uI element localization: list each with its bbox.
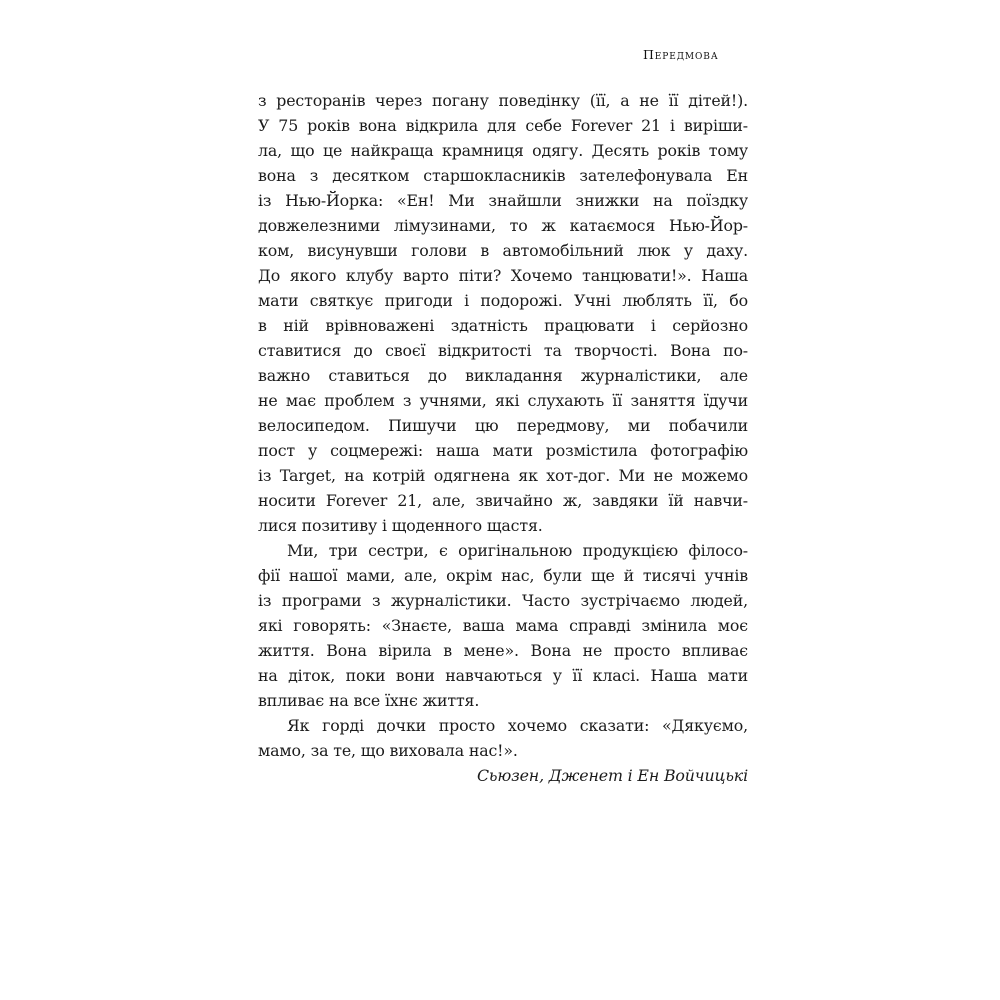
text-line: У 75 років вона відкрила для себе Forever 21 і виріши-: [258, 116, 748, 135]
text-block: [258, 88, 748, 788]
running-head: Передмова: [643, 47, 719, 62]
text-line: лися позитиву і щоденного щастя.: [258, 516, 543, 535]
text-line: впливає на все їхнє життя.: [258, 691, 480, 710]
text-line: велосипедом. Пишучи цю передмову, ми побачили: [258, 416, 748, 435]
text-line: До якого клубу варто піти? Хочемо танцювати!». Наша: [258, 266, 748, 285]
text-line: носити Forever 21, але, звичайно ж, завдяки їй навчи-: [258, 491, 748, 510]
text-line: Як горді дочки просто хочемо сказати: «Дякуємо,: [287, 716, 748, 735]
text-line: ком, висунувши голови в автомобільний люк у даху.: [258, 241, 748, 260]
text-line: фії нашої мами, але, окрім нас, були ще й тисячі учнів: [258, 566, 748, 585]
text-line: мати святкує пригоди і подорожі. Учні люблять її, бо: [258, 291, 748, 310]
text-line: із програми з журналістики. Часто зустрічаємо людей,: [258, 591, 748, 610]
text-line: ставитися до своєї відкритості та творчості. Вона по-: [258, 341, 748, 360]
text-line: на діток, поки вони навчаються у її класі. Наша мати: [258, 666, 748, 685]
text-line: важно ставиться до викладання журналістики, але: [258, 366, 748, 385]
text-line: вона з десятком старшокласників зателефонувала Ен: [258, 166, 748, 185]
text-line: Ми, три сестри, є оригінальною продукцією філосо-: [287, 541, 748, 560]
signature: Сьюзен, Дженет і Ен Войчицькі: [477, 766, 748, 785]
text-line: мамо, за те, що виховала нас!».: [258, 741, 518, 760]
text-line: з ресторанів через погану поведінку (її, а не її дітей!).: [258, 91, 748, 110]
text-line: не має проблем з учнями, які слухають її заняття їдучи: [258, 391, 748, 410]
text-line: довжелезними лімузинами, то ж катаємося Нью-Йор-: [258, 216, 748, 235]
text-line: ла, що це найкраща крамниця одягу. Десять років тому: [258, 141, 748, 160]
text-line: які говорять: «Знаєте, ваша мама справді змінила моє: [258, 616, 748, 635]
text-line: із Target, на котрій одягнена як хот-дог. Ми не можемо: [258, 466, 748, 485]
text-line: в ній врівноважені здатність працювати і серйозно: [258, 316, 748, 335]
text-line: із Нью-Йорка: «Ен! Ми знайшли знижки на поїздку: [258, 191, 748, 210]
text-line: пост у соцмережі: наша мати розмістила фотографію: [258, 441, 748, 460]
paragraphs: [258, 88, 748, 763]
text-line: життя. Вона вірила в мене». Вона не просто впливає: [258, 641, 748, 660]
